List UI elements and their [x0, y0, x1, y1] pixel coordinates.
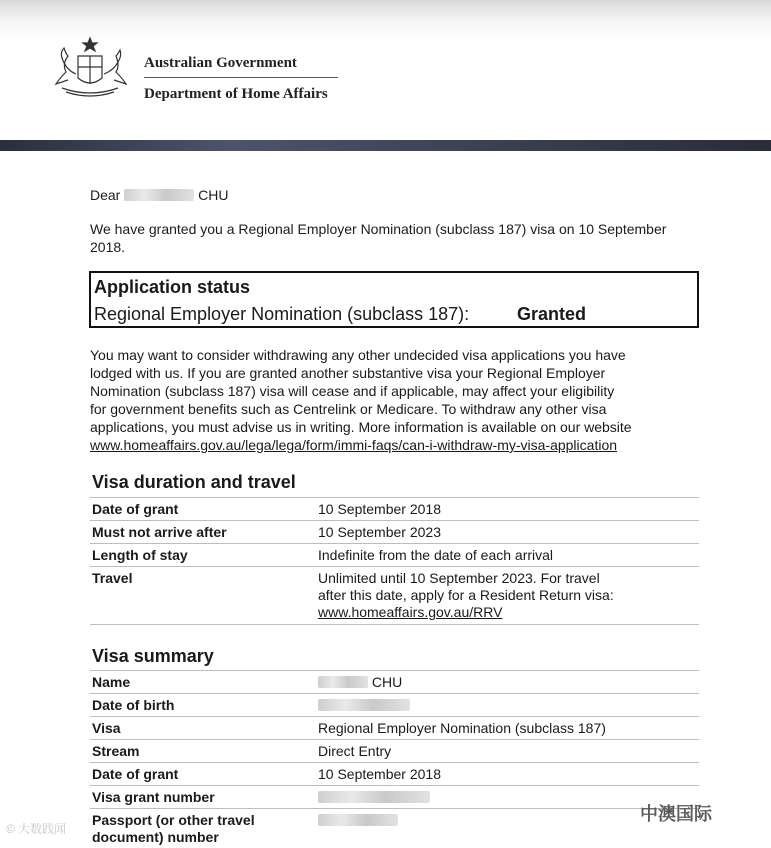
row-value: 10 September 2018	[318, 501, 441, 517]
advice-line: You may want to consider withdrawing any other undecided visa applications you have	[90, 347, 626, 363]
summary-section-title: Visa summary	[92, 646, 214, 666]
row-key: Visa grant number	[92, 789, 215, 805]
government-name: Australian Government	[144, 55, 297, 71]
table-row	[90, 762, 699, 785]
intro-line: We have granted you a Regional Employer Nomination (subclass 187) visa on 10 September	[90, 221, 667, 237]
row-key: Length of stay	[92, 547, 188, 563]
table-row	[90, 808, 699, 848]
advice-line: Nomination (subclass 187) visa will cease and if applicable, may affect your eligibility	[90, 383, 615, 399]
table-row	[90, 520, 699, 543]
row-key-line: document) number	[92, 829, 219, 845]
row-key	[92, 812, 255, 846]
redacted-given-name	[318, 676, 368, 688]
letterhead	[0, 0, 771, 140]
summary-table	[90, 670, 699, 848]
resident-return-link[interactable]: www.homeaffairs.gov.au/RRV	[318, 604, 503, 620]
table-row	[90, 739, 699, 762]
row-value: 10 September 2018	[318, 766, 441, 782]
redacted-grant-number	[318, 791, 430, 803]
row-key: Travel	[92, 570, 133, 586]
redacted-date-of-birth	[318, 699, 410, 711]
advice-line: applications, you must advise us in writing. More information is available on our website	[90, 419, 632, 435]
status-title: Application status	[94, 277, 251, 297]
table-row	[90, 716, 699, 739]
row-key: Stream	[92, 743, 140, 759]
advice-line: lodged with us. If you are granted another substantive visa your Regional Employer	[90, 365, 606, 381]
row-value: Indefinite from the date of each arrival	[318, 547, 554, 563]
row-key-line: Passport (or other travel	[92, 812, 255, 828]
row-key: Name	[92, 674, 131, 690]
row-key: Date of birth	[92, 697, 175, 713]
status-label: Regional Employer Nomination (subclass 187):	[94, 304, 470, 324]
table-row	[90, 670, 699, 693]
row-key: Must not arrive after	[92, 524, 227, 540]
salutation-surname: CHU	[198, 187, 229, 203]
row-value: Regional Employer Nomination (subclass 187)	[318, 720, 606, 736]
intro-line: 2018.	[90, 239, 126, 255]
header-band	[0, 140, 771, 151]
name-surname: CHU	[371, 674, 403, 690]
status-value: Granted	[517, 304, 587, 324]
row-value	[318, 674, 402, 691]
watermark-right: 中澳国际	[640, 804, 712, 824]
duration-table	[90, 497, 699, 625]
withdraw-faq-link[interactable]: www.homeaffairs.gov.au/lega/lega/form/immi-faqs/can-i-withdraw-my-visa-application	[90, 437, 618, 453]
row-key: Date of grant	[92, 766, 179, 782]
advice-line: for government benefits such as Centrelink or Medicare. To withdraw any other visa	[90, 401, 607, 417]
table-row	[90, 543, 699, 566]
row-value	[318, 812, 398, 829]
row-key: Visa	[92, 720, 121, 736]
table-row	[90, 497, 699, 520]
coat-of-arms-icon	[42, 34, 138, 104]
travel-line: Unlimited until 10 September 2023. For travel	[318, 570, 600, 586]
row-key: Date of grant	[92, 501, 179, 517]
withdrawal-advice	[90, 346, 710, 454]
watermark-left: © 大数践闻	[6, 822, 67, 836]
row-value	[318, 570, 614, 621]
salutation	[90, 186, 228, 204]
salutation-dear: Dear	[90, 187, 121, 203]
duration-section-title: Visa duration and travel	[92, 472, 296, 492]
application-status-box	[89, 271, 699, 328]
department-name: Department of Home Affairs	[144, 86, 328, 102]
table-row	[90, 693, 699, 716]
divider	[144, 77, 338, 78]
row-value	[318, 789, 430, 806]
table-row	[90, 566, 699, 625]
table-row	[90, 785, 699, 808]
redacted-passport-number	[318, 814, 398, 826]
row-value: 10 September 2023	[318, 524, 441, 540]
row-value: Direct Entry	[318, 743, 392, 759]
row-value	[318, 697, 410, 714]
redacted-given-name	[124, 189, 194, 201]
travel-line: after this date, apply for a Resident Return visa:	[318, 587, 614, 603]
intro-text	[90, 220, 666, 256]
